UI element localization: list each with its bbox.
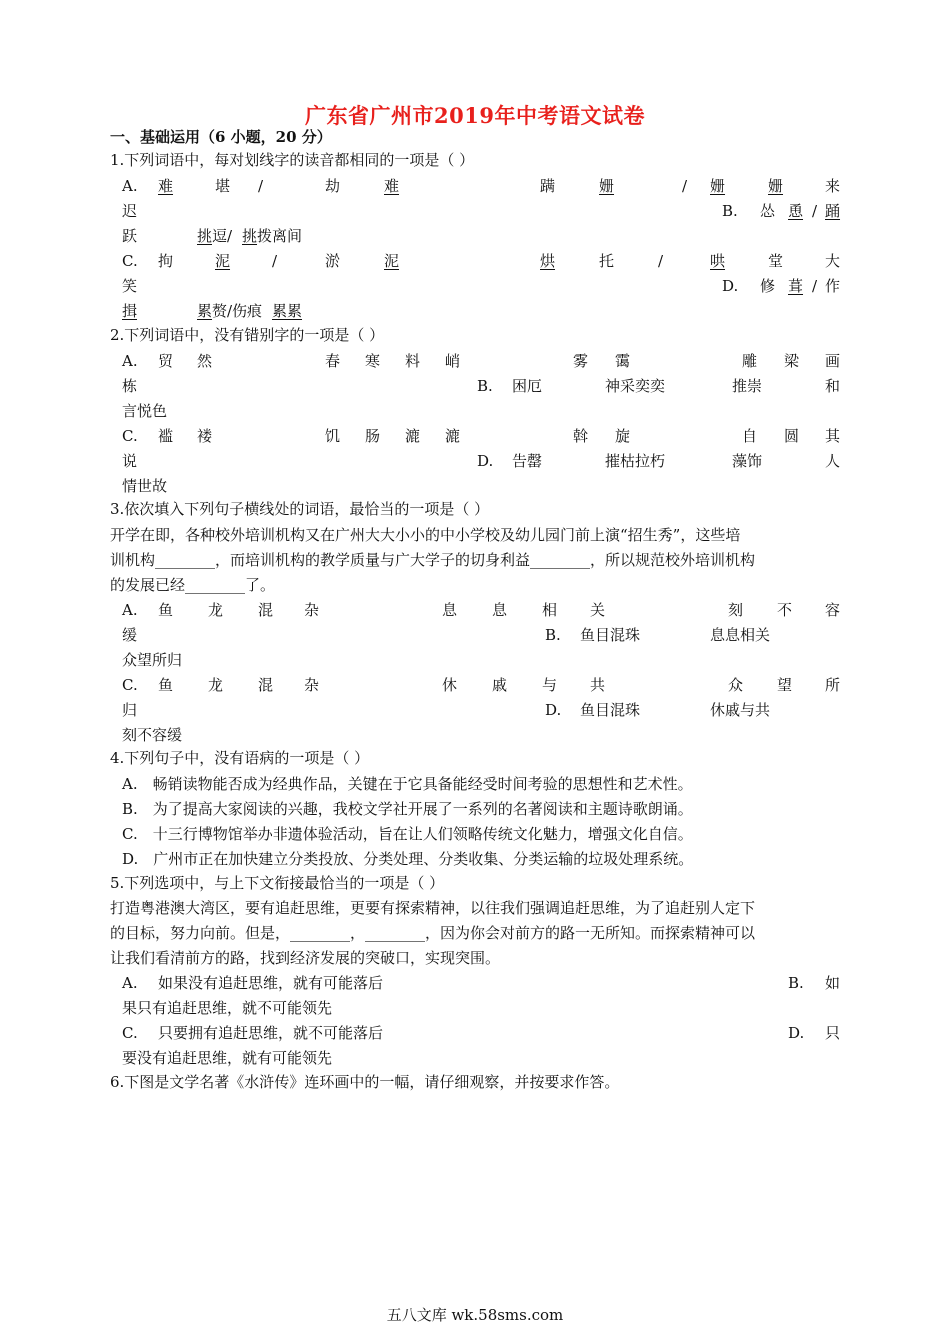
question-3-passage-1: 开学在即，各种校外培训机构又在广州大大小小的中小学校及幼儿园门前上演“招生秀”，这些培 bbox=[110, 526, 741, 544]
question-3-line-3: 众望所归 bbox=[122, 651, 183, 669]
question-2-line-5: 说 D. 告罄 摧枯拉朽 藻饰 人 bbox=[122, 452, 841, 470]
question-1-line-1: A. 难 堪 / 劫 难 蹒 姗 / 姗 姗 来 bbox=[122, 177, 841, 195]
question-3-line-1: A. 鱼 龙 混 杂 息 息 相 关 刻 不 容 bbox=[122, 601, 841, 619]
question-2-line-4: C. 褴 褛 饥 肠 漉 漉 斡 旋 自 圆 其 bbox=[122, 427, 841, 445]
question-4-option-b: B. 为了提高大家阅读的兴趣，我校文学社开展了一系列的名著阅读和主题诗歌朗诵。 bbox=[122, 800, 693, 818]
section-heading: 一、基础运用（6 小题，20 分） bbox=[110, 128, 332, 146]
question-5-passage-2: 的目标，努力向前。但是，________，________，因为你会对前方的路一无所知。而探索精神可以 bbox=[110, 924, 756, 942]
question-4-option-c: C. 十三行博物馆举办非遗体验活动，旨在让人们领略传统文化魅力，增强文化自信。 bbox=[122, 825, 693, 843]
question-5-passage-1: 打造粤港澳大湾区，要有追赶思维，更要有探索精神，以往我们强调追赶思维，为了追赶别人定下 bbox=[110, 899, 756, 917]
question-5-stem: 5.下列选项中，与上下文衔接最恰当的一项是（ ） bbox=[110, 874, 445, 892]
page-footer: 五八文库 wk.58sms.com bbox=[386, 1306, 564, 1324]
question-4-stem: 4.下列句子中，没有语病的一项是（ ） bbox=[110, 749, 370, 767]
question-2-line-2: 栋 B. 困厄 神采奕奕 推崇 和 bbox=[122, 377, 841, 395]
question-5-line-2: 果只有追赶思维，就不可能领先 bbox=[122, 999, 333, 1017]
question-2-line-6: 情世故 bbox=[122, 477, 168, 495]
question-6-stem: 6.下图是文学名著《水浒传》连环画中的一幅，请仔细观察，并按要求作答。 bbox=[110, 1073, 620, 1091]
question-3-line-2: 缓 B. 鱼目混珠 息息相关 bbox=[122, 626, 771, 644]
question-2-line-3: 言悦色 bbox=[122, 402, 168, 420]
question-4-option-a: A. 畅销读物能否成为经典作品，关键在于它具备能经受时间考验的思想性和艺术性。 bbox=[122, 775, 693, 793]
question-3-line-5: 归 D. 鱼目混珠 休戚与共 bbox=[122, 701, 771, 719]
question-3-passage-2: 训机构________，而培训机构的教学质量与广大学子的切身利益________，所以规范校外培训机构 bbox=[110, 551, 756, 569]
question-1-line-5: 笑 D. 修 葺 / 作 bbox=[122, 277, 841, 295]
page-title: 广东省广州市2019年中考语文试卷 bbox=[305, 103, 645, 128]
question-1-stem: 1.下列词语中，每对划线字的读音都相同的一项是（ ） bbox=[110, 151, 475, 169]
question-5-line-1: A. 如果没有追赶思维，就有可能落后 B. 如 bbox=[122, 974, 841, 992]
question-3-line-4: C. 鱼 龙 混 杂 休 戚 与 共 众 望 所 bbox=[122, 676, 841, 694]
question-4-option-d: D. 广州市正在加快建立分类投放、分类处理、分类收集、分类运输的垃圾处理系统。 bbox=[122, 850, 694, 868]
question-5-passage-3: 让我们看清前方的路，找到经济发展的突破口，实现突围。 bbox=[110, 949, 501, 967]
question-2-line-1: A. 贸 然 春 寒 料 峭 雾 霭 雕 梁 画 bbox=[122, 352, 841, 370]
question-3-line-6: 刻不容缓 bbox=[122, 726, 183, 744]
question-5-line-3: C. 只要拥有追赶思维，就不可能落后 D. 只 bbox=[122, 1024, 841, 1042]
question-3-stem: 3.依次填入下列句子横线处的词语，最恰当的一项是（ ） bbox=[110, 500, 490, 518]
question-2-stem: 2.下列词语中，没有错别字的一项是（ ） bbox=[110, 326, 385, 344]
question-5-line-4: 要没有追赶思维，就有可能领先 bbox=[122, 1049, 333, 1067]
question-1-line-2: 迟 B. 怂 恿 / 踊 bbox=[122, 202, 841, 220]
question-1-line-6: 揖 累 赘/伤痕 累累 bbox=[122, 302, 303, 320]
question-1-line-3: 跃 挑 逗/ 挑 拨离间 bbox=[122, 227, 303, 245]
question-3-passage-3: 的发展已经________了。 bbox=[110, 576, 276, 594]
question-1-line-4: C. 拘 泥 / 淤 泥 烘 托 / 哄 堂 大 bbox=[122, 252, 841, 270]
